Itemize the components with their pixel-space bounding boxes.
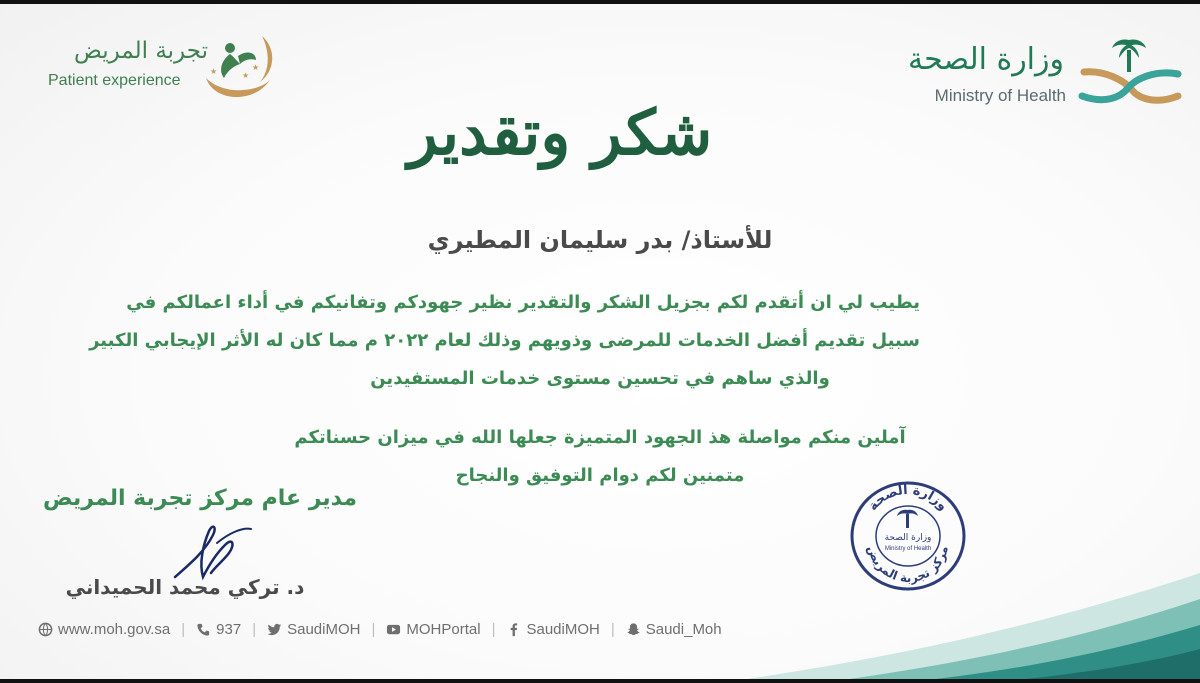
- footer-phone-text: 937: [216, 620, 242, 638]
- footer-phone[interactable]: [196, 621, 241, 638]
- body-line-1: يطيب لي ان أتقدم لكم بجزيل الشكر والتقدير نظير جهودكم وتفانيكم في أداء اعمالكم في: [126, 292, 920, 313]
- globe-icon: [38, 622, 53, 637]
- closing-line-1: آملين منكم مواصلة هذ الجهود المتميزة جعلها الله في ميزان حسناتكم: [294, 427, 906, 448]
- patient-experience-logo-arabic: تجربة المريض: [74, 38, 208, 64]
- signatory-name: د. تركي محمد الحميداني: [65, 575, 305, 599]
- footer-separator: |: [371, 620, 376, 638]
- footer-separator: |: [181, 620, 186, 638]
- footer-youtube[interactable]: [386, 621, 480, 638]
- body-line-3: والذي ساهم في تحسين مستوى خدمات المستفيدين: [370, 368, 830, 389]
- moh-emblem-icon: [1074, 32, 1184, 112]
- svg-text:★: ★: [242, 71, 250, 80]
- facebook-icon: [506, 622, 521, 637]
- stamp-center-english: Ministry of Health: [884, 546, 932, 552]
- footer-website-text: www.moh.gov.sa: [58, 620, 171, 638]
- patient-experience-emblem-icon: [200, 30, 280, 108]
- footer-separator: |: [610, 620, 615, 638]
- footer-facebook[interactable]: [506, 621, 599, 638]
- footer-twitter-text: SaudiMOH: [287, 620, 361, 638]
- body-line-2: سبيل تقديم أفضل الخدمات للمرضى وذويهم وذلك لعام ٢٠٢٢ م مما كان له الأثر الإيجابي الكبير: [89, 330, 920, 351]
- footer-website[interactable]: [38, 621, 170, 638]
- youtube-icon: [386, 622, 401, 637]
- closing-line-2: متمنين لكم دوام التوفيق والنجاح: [455, 465, 745, 486]
- patient-experience-logo-english: Patient experience: [48, 72, 181, 89]
- decorative-wave-graphic: [600, 563, 1200, 683]
- footer-snapchat-text: Saudi_Moh: [645, 620, 722, 638]
- svg-text:وزارة الصحة: [866, 483, 951, 514]
- phone-icon: [196, 622, 211, 637]
- footer-facebook-text: SaudiMOH: [526, 620, 600, 638]
- footer-twitter[interactable]: [267, 621, 360, 638]
- patient-experience-logo: [40, 30, 280, 108]
- moh-logo-arabic: وزارة الصحة: [908, 42, 1064, 77]
- svg-text:★: ★: [252, 63, 260, 72]
- stamp-top-text: وزارة الصحة: [865, 482, 951, 514]
- stamp-center-arabic: وزارة الصحة: [884, 533, 932, 543]
- top-border: [0, 0, 1200, 4]
- moh-logo: [908, 32, 1190, 112]
- moh-logo-english: Ministry of Health: [934, 86, 1066, 105]
- footer-youtube-text: MOHPortal: [406, 620, 481, 638]
- footer-separator: |: [252, 620, 257, 638]
- certificate-headline: شكر وتقدير: [407, 96, 713, 169]
- svg-text:★: ★: [210, 67, 218, 76]
- bottom-border: [0, 679, 1200, 683]
- twitter-icon: [267, 622, 282, 637]
- footer-separator: |: [491, 620, 496, 638]
- stamp-bottom-text: مركز تجربة المريض: [864, 543, 951, 586]
- recipient-name: للأستاذ/ بدر سليمان المطيري: [427, 226, 773, 254]
- signatory-title: مدير عام مركز تجربة المريض: [42, 486, 358, 511]
